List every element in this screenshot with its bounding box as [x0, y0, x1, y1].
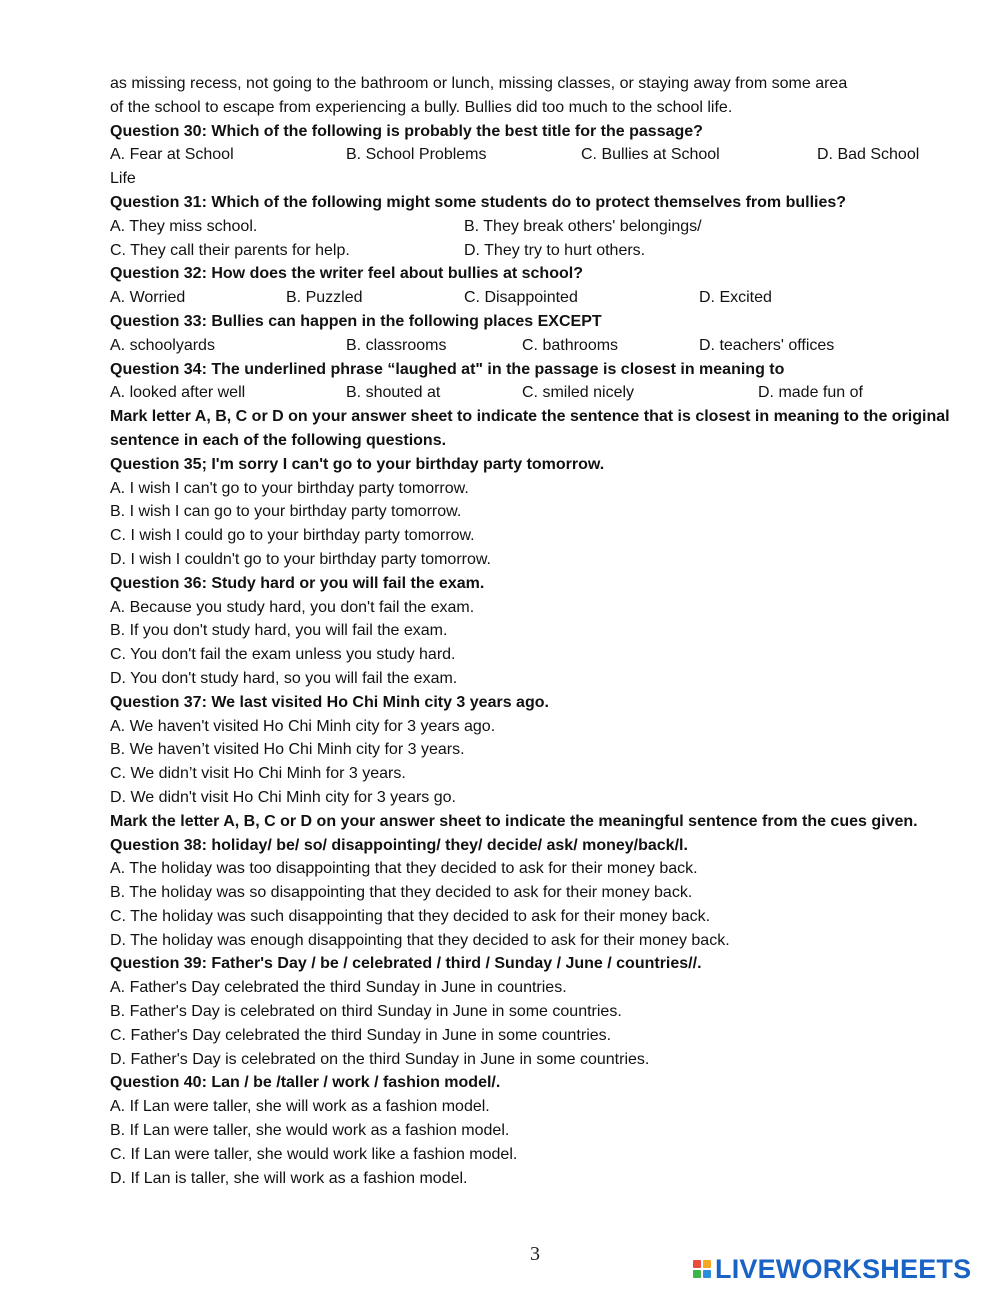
option-b[interactable]: B. If Lan were taller, she would work as a fashion model. — [110, 1122, 510, 1140]
option-a[interactable]: A. The holiday was too disappointing that they decided to ask for their money back. — [110, 860, 698, 878]
logo-grid-icon — [693, 1260, 711, 1278]
q33-options — [110, 334, 960, 358]
option-a[interactable]: A. They miss school. — [110, 217, 258, 235]
q31-options-ab — [110, 215, 960, 239]
option-c[interactable]: C. You don't fail the exam unless you study hard. — [110, 646, 456, 664]
question-40: Question 40: Lan / be /taller / work / fashion model/. — [110, 1074, 501, 1092]
logo-square — [703, 1270, 711, 1278]
option-b[interactable]: B. I wish I can go to your birthday party tomorrow. — [110, 503, 462, 521]
option-c[interactable]: C. If Lan were taller, she would work like a fashion model. — [110, 1145, 518, 1163]
option-c[interactable]: C. They call their parents for help. — [110, 241, 350, 259]
option-d[interactable]: D. teachers' offices — [699, 336, 835, 354]
question-32: Question 32: How does the writer feel about bullies at school? — [110, 265, 583, 283]
option-c[interactable]: C. The holiday was such disappointing that they decided to ask for their money back. — [110, 907, 711, 925]
question-35: Question 35; I'm sorry I can't go to your birthday party tomorrow. — [110, 455, 605, 473]
option-b[interactable]: B. Father's Day is celebrated on third Sunday in June in some countries. — [110, 1003, 622, 1021]
option-b[interactable]: B. shouted at — [346, 384, 441, 402]
option-c[interactable]: C. We didn’t visit Ho Chi Minh for 3 years. — [110, 765, 406, 783]
option-b[interactable]: B. Puzzled — [286, 289, 363, 307]
option-a[interactable]: A. If Lan were taller, she will work as a fashion model. — [110, 1098, 490, 1116]
logo-square — [693, 1260, 701, 1268]
question-34: Question 34: The underlined phrase “laughed at" in the passage is closest in meaning to — [110, 360, 785, 378]
option-d-continued: Life — [110, 170, 136, 188]
option-d[interactable]: D. The holiday was enough disappointing that they decided to ask for their money back. — [110, 931, 730, 949]
option-a[interactable]: A. Father's Day celebrated the third Sunday in June in countries. — [110, 979, 567, 997]
option-c[interactable]: C. bathrooms — [522, 336, 619, 354]
option-c[interactable]: C. Disappointed — [464, 289, 578, 307]
option-b[interactable]: B. We haven’t visited Ho Chi Minh city for 3 years. — [110, 741, 465, 759]
option-d[interactable]: D. Excited — [699, 289, 772, 307]
worksheet-page — [110, 72, 960, 1190]
question-31: Question 31: Which of the following might some students do to protect themselves from bullies? — [110, 193, 847, 211]
question-30: Question 30: Which of the following is probably the best title for the passage? — [110, 122, 703, 140]
passage-line: as missing recess, not going to the bathroom or lunch, missing classes, or staying away from some area — [110, 75, 848, 92]
q32-options — [110, 286, 960, 310]
option-a[interactable]: A. looked after well — [110, 384, 246, 402]
page-number: 3 — [530, 1243, 540, 1265]
option-d[interactable]: D. If Lan is taller, she will work as a fashion model. — [110, 1169, 468, 1187]
q31-options-cd — [110, 239, 960, 263]
option-d[interactable]: D. made fun of — [758, 384, 863, 402]
logo-text: LIVEWORKSHEETS — [715, 1253, 972, 1284]
option-d[interactable]: D. Father's Day is celebrated on the third Sunday in June in some countries. — [110, 1050, 650, 1068]
option-d[interactable]: D. Bad School — [817, 146, 920, 164]
question-39: Question 39: Father's Day / be / celebrated / third / Sunday / June / countries//. — [110, 955, 702, 973]
option-b[interactable]: B. classrooms — [346, 336, 447, 354]
option-c[interactable]: C. smiled nicely — [522, 384, 635, 402]
option-d[interactable]: D. They try to hurt others. — [464, 241, 646, 259]
section-instruction: Mark the letter A, B, C or D on your answer sheet to indicate the meaningful sentence from the cues given. — [110, 812, 918, 830]
option-d[interactable]: D. I wish I couldn't go to your birthday party tomorrow. — [110, 550, 491, 568]
option-d[interactable]: D. We didn't visit Ho Chi Minh city for 3 years go. — [110, 788, 456, 806]
option-b[interactable]: B. The holiday was so disappointing that they decided to ask for their money back. — [110, 884, 693, 902]
q30-options — [110, 143, 960, 167]
option-c[interactable]: C. Bullies at School — [581, 146, 720, 164]
option-a[interactable]: A. I wish I can't go to your birthday party tomorrow. — [110, 479, 469, 497]
option-a[interactable]: A. We haven't visited Ho Chi Minh city for 3 years ago. — [110, 717, 496, 735]
option-c[interactable]: C. I wish I could go to your birthday party tomorrow. — [110, 527, 475, 545]
question-38: Question 38: holiday/ be/ so/ disappointing/ they/ decide/ ask/ money/back/l. — [110, 836, 688, 854]
option-b[interactable]: B. If you don't study hard, you will fail the exam. — [110, 622, 448, 640]
option-b[interactable]: B. School Problems — [346, 146, 487, 164]
section-instruction: Mark letter A, B, C or D on your answer sheet to indicate the sentence that is closest in meaning to the original sentence in each of the following questions. — [110, 408, 950, 449]
option-c[interactable]: C. Father's Day celebrated the third Sunday in June in some countries. — [110, 1026, 612, 1044]
question-36: Question 36: Study hard or you will fail the exam. — [110, 574, 485, 592]
option-a[interactable]: A. schoolyards — [110, 336, 215, 354]
option-a[interactable]: A. Worried — [110, 289, 186, 307]
logo-square — [703, 1260, 711, 1268]
option-a[interactable]: A. Fear at School — [110, 146, 234, 164]
option-a[interactable]: A. Because you study hard, you don't fail the exam. — [110, 598, 475, 616]
option-b[interactable]: B. They break others' belongings/ — [464, 217, 702, 235]
option-d[interactable]: D. You don't study hard, so you will fail the exam. — [110, 669, 458, 687]
question-33: Question 33: Bullies can happen in the following places EXCEPT — [110, 312, 602, 330]
question-37: Question 37: We last visited Ho Chi Minh city 3 years ago. — [110, 693, 549, 711]
q34-options — [110, 381, 960, 405]
liveworksheets-logo[interactable] — [693, 1253, 971, 1285]
passage-line: of the school to escape from experiencing a bully. Bullies did too much to the school life. — [110, 98, 733, 116]
logo-square — [693, 1270, 701, 1278]
